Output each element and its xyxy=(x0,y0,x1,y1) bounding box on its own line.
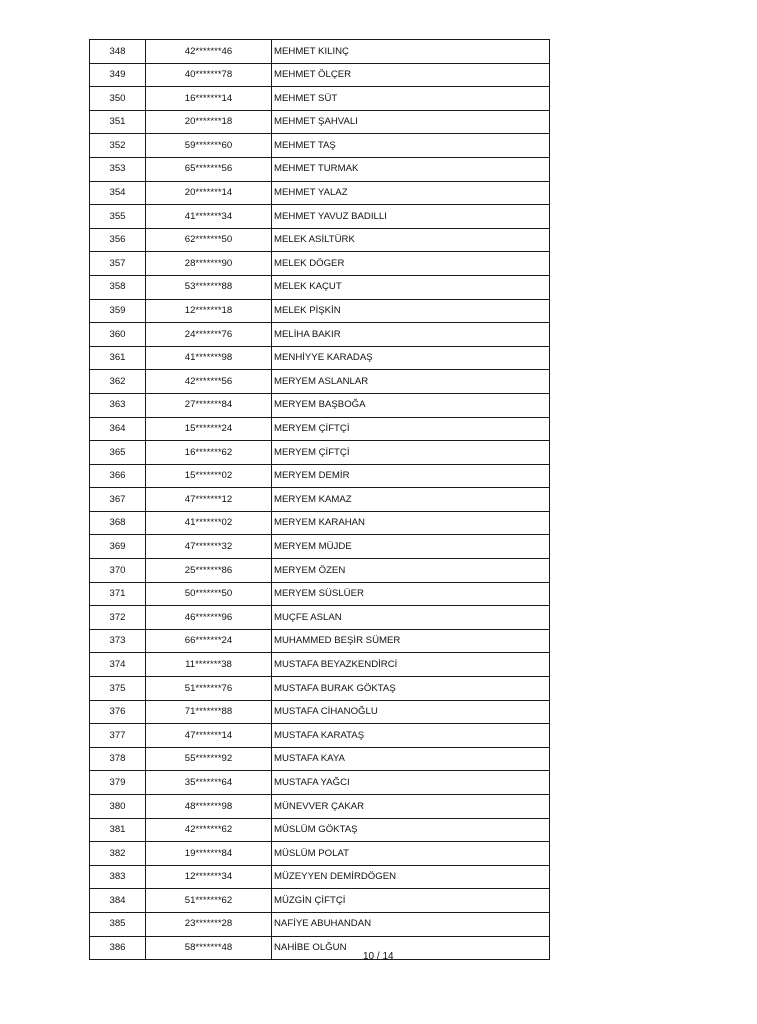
full-name: MEHMET SÜT xyxy=(272,87,550,111)
masked-id: 65*******56 xyxy=(146,157,272,181)
table-row xyxy=(90,795,550,819)
row-number: 377 xyxy=(90,724,146,748)
masked-id: 28*******90 xyxy=(146,252,272,276)
table-row xyxy=(90,842,550,866)
full-name: MERYEM ÇİFTÇİ xyxy=(272,417,550,441)
table-row xyxy=(90,441,550,465)
table-row xyxy=(90,157,550,181)
full-name: MERYEM SÜSLÜER xyxy=(272,582,550,606)
row-number: 369 xyxy=(90,535,146,559)
row-number: 351 xyxy=(90,110,146,134)
masked-id: 41*******02 xyxy=(146,511,272,535)
full-name: NAHİBE OLĞUN xyxy=(272,936,550,960)
full-name: MELEK DÖGER xyxy=(272,252,550,276)
row-number: 356 xyxy=(90,228,146,252)
masked-id: 20*******14 xyxy=(146,181,272,205)
row-number: 376 xyxy=(90,700,146,724)
masked-id: 15*******02 xyxy=(146,464,272,488)
row-number: 381 xyxy=(90,818,146,842)
masked-id: 12*******34 xyxy=(146,865,272,889)
row-number: 382 xyxy=(90,842,146,866)
row-number: 370 xyxy=(90,559,146,583)
full-name: MUSTAFA YAĞCI xyxy=(272,771,550,795)
row-number: 378 xyxy=(90,747,146,771)
masked-id: 41*******98 xyxy=(146,346,272,370)
row-number: 354 xyxy=(90,181,146,205)
masked-id: 53*******88 xyxy=(146,275,272,299)
full-name: MUSTAFA KAYA xyxy=(272,747,550,771)
table-row xyxy=(90,912,550,936)
masked-id: 42*******62 xyxy=(146,818,272,842)
table-row xyxy=(90,700,550,724)
row-number: 355 xyxy=(90,205,146,229)
row-number: 365 xyxy=(90,441,146,465)
masked-id: 41*******34 xyxy=(146,205,272,229)
masked-id: 42*******46 xyxy=(146,40,272,64)
participant-list-body xyxy=(90,40,550,960)
full-name: MÜSLÜM GÖKTAŞ xyxy=(272,818,550,842)
masked-id: 11*******38 xyxy=(146,653,272,677)
masked-id: 66*******24 xyxy=(146,629,272,653)
table-row xyxy=(90,40,550,64)
full-name: MEHMET YALAZ xyxy=(272,181,550,205)
masked-id: 59*******60 xyxy=(146,134,272,158)
row-number: 353 xyxy=(90,157,146,181)
row-number: 386 xyxy=(90,936,146,960)
full-name: MEHMET TURMAK xyxy=(272,157,550,181)
table-row xyxy=(90,724,550,748)
table-row xyxy=(90,205,550,229)
table-row xyxy=(90,629,550,653)
row-number: 373 xyxy=(90,629,146,653)
table-row xyxy=(90,606,550,630)
full-name: MUHAMMED BEŞİR SÜMER xyxy=(272,629,550,653)
masked-id: 20*******18 xyxy=(146,110,272,134)
full-name: MERYEM DEMİR xyxy=(272,464,550,488)
table-row xyxy=(90,677,550,701)
table-row xyxy=(90,323,550,347)
masked-id: 55*******92 xyxy=(146,747,272,771)
table-row xyxy=(90,252,550,276)
full-name: MÜZGİN ÇİFTÇİ xyxy=(272,889,550,913)
masked-id: 16*******62 xyxy=(146,441,272,465)
table-row xyxy=(90,865,550,889)
full-name: MERYEM ÇİFTÇİ xyxy=(272,441,550,465)
full-name: MUSTAFA BEYAZKENDİRCİ xyxy=(272,653,550,677)
table-row xyxy=(90,134,550,158)
masked-id: 58*******48 xyxy=(146,936,272,960)
row-number: 383 xyxy=(90,865,146,889)
full-name: MERYEM KAMAZ xyxy=(272,488,550,512)
row-number: 350 xyxy=(90,87,146,111)
masked-id: 16*******14 xyxy=(146,87,272,111)
full-name: MERYEM MÜJDE xyxy=(272,535,550,559)
full-name: MERYEM BAŞBOĞA xyxy=(272,393,550,417)
table-row xyxy=(90,181,550,205)
full-name: MERYEM ÖZEN xyxy=(272,559,550,583)
masked-id: 24*******76 xyxy=(146,323,272,347)
table-row xyxy=(90,818,550,842)
row-number: 374 xyxy=(90,653,146,677)
masked-id: 48*******98 xyxy=(146,795,272,819)
table-row xyxy=(90,228,550,252)
row-number: 361 xyxy=(90,346,146,370)
full-name: MÜSLÜM POLAT xyxy=(272,842,550,866)
table-row xyxy=(90,535,550,559)
row-number: 358 xyxy=(90,275,146,299)
table-row xyxy=(90,889,550,913)
masked-id: 47*******12 xyxy=(146,488,272,512)
table-row xyxy=(90,370,550,394)
row-number: 372 xyxy=(90,606,146,630)
masked-id: 25*******86 xyxy=(146,559,272,583)
row-number: 357 xyxy=(90,252,146,276)
table-row xyxy=(90,488,550,512)
table-row xyxy=(90,275,550,299)
full-name: MELEK PİŞKİN xyxy=(272,299,550,323)
masked-id: 23*******28 xyxy=(146,912,272,936)
table-row xyxy=(90,582,550,606)
table-row xyxy=(90,346,550,370)
masked-id: 35*******64 xyxy=(146,771,272,795)
row-number: 364 xyxy=(90,417,146,441)
full-name: MEHMET TAŞ xyxy=(272,134,550,158)
full-name: NAFİYE ABUHANDAN xyxy=(272,912,550,936)
masked-id: 27*******84 xyxy=(146,393,272,417)
table-row xyxy=(90,299,550,323)
full-name: MERYEM KARAHAN xyxy=(272,511,550,535)
row-number: 359 xyxy=(90,299,146,323)
masked-id: 19*******84 xyxy=(146,842,272,866)
full-name: MUSTAFA CİHANOĞLU xyxy=(272,700,550,724)
full-name: MERYEM ASLANLAR xyxy=(272,370,550,394)
masked-id: 15*******24 xyxy=(146,417,272,441)
masked-id: 71*******88 xyxy=(146,700,272,724)
full-name: MEHMET KILINÇ xyxy=(272,40,550,64)
table-row xyxy=(90,559,550,583)
table-row xyxy=(90,511,550,535)
participant-list-table xyxy=(89,39,550,960)
row-number: 366 xyxy=(90,464,146,488)
full-name: MELEK ASİLTÜRK xyxy=(272,228,550,252)
masked-id: 46*******96 xyxy=(146,606,272,630)
full-name: MELİHA BAKIR xyxy=(272,323,550,347)
masked-id: 42*******56 xyxy=(146,370,272,394)
row-number: 384 xyxy=(90,889,146,913)
full-name: MEHMET ŞAHVALI xyxy=(272,110,550,134)
full-name: MUÇFE ASLAN xyxy=(272,606,550,630)
full-name: MENHİYYE KARADAŞ xyxy=(272,346,550,370)
row-number: 360 xyxy=(90,323,146,347)
full-name: MUSTAFA BURAK GÖKTAŞ xyxy=(272,677,550,701)
row-number: 380 xyxy=(90,795,146,819)
full-name: MUSTAFA KARATAŞ xyxy=(272,724,550,748)
row-number: 368 xyxy=(90,511,146,535)
table-row xyxy=(90,771,550,795)
row-number: 371 xyxy=(90,582,146,606)
row-number: 375 xyxy=(90,677,146,701)
full-name: MEHMET ÖLÇER xyxy=(272,63,550,87)
full-name: MÜZEYYEN DEMİRDÖGEN xyxy=(272,865,550,889)
table-row xyxy=(90,393,550,417)
row-number: 379 xyxy=(90,771,146,795)
masked-id: 12*******18 xyxy=(146,299,272,323)
masked-id: 50*******50 xyxy=(146,582,272,606)
table-row xyxy=(90,747,550,771)
table-row xyxy=(90,653,550,677)
full-name: MÜNEVVER ÇAKAR xyxy=(272,795,550,819)
table-row xyxy=(90,936,550,960)
row-number: 352 xyxy=(90,134,146,158)
full-name: MELEK KAÇUT xyxy=(272,275,550,299)
masked-id: 40*******78 xyxy=(146,63,272,87)
row-number: 363 xyxy=(90,393,146,417)
row-number: 385 xyxy=(90,912,146,936)
masked-id: 47*******14 xyxy=(146,724,272,748)
table-row xyxy=(90,87,550,111)
full-name: MEHMET YAVUZ BADILLI xyxy=(272,205,550,229)
row-number: 349 xyxy=(90,63,146,87)
row-number: 367 xyxy=(90,488,146,512)
masked-id: 47*******32 xyxy=(146,535,272,559)
masked-id: 62*******50 xyxy=(146,228,272,252)
masked-id: 51*******76 xyxy=(146,677,272,701)
masked-id: 51*******62 xyxy=(146,889,272,913)
table-row xyxy=(90,417,550,441)
page-number: 10 / 14 xyxy=(363,951,394,962)
table-row xyxy=(90,464,550,488)
table-row xyxy=(90,110,550,134)
row-number: 362 xyxy=(90,370,146,394)
row-number: 348 xyxy=(90,40,146,64)
table-row xyxy=(90,63,550,87)
